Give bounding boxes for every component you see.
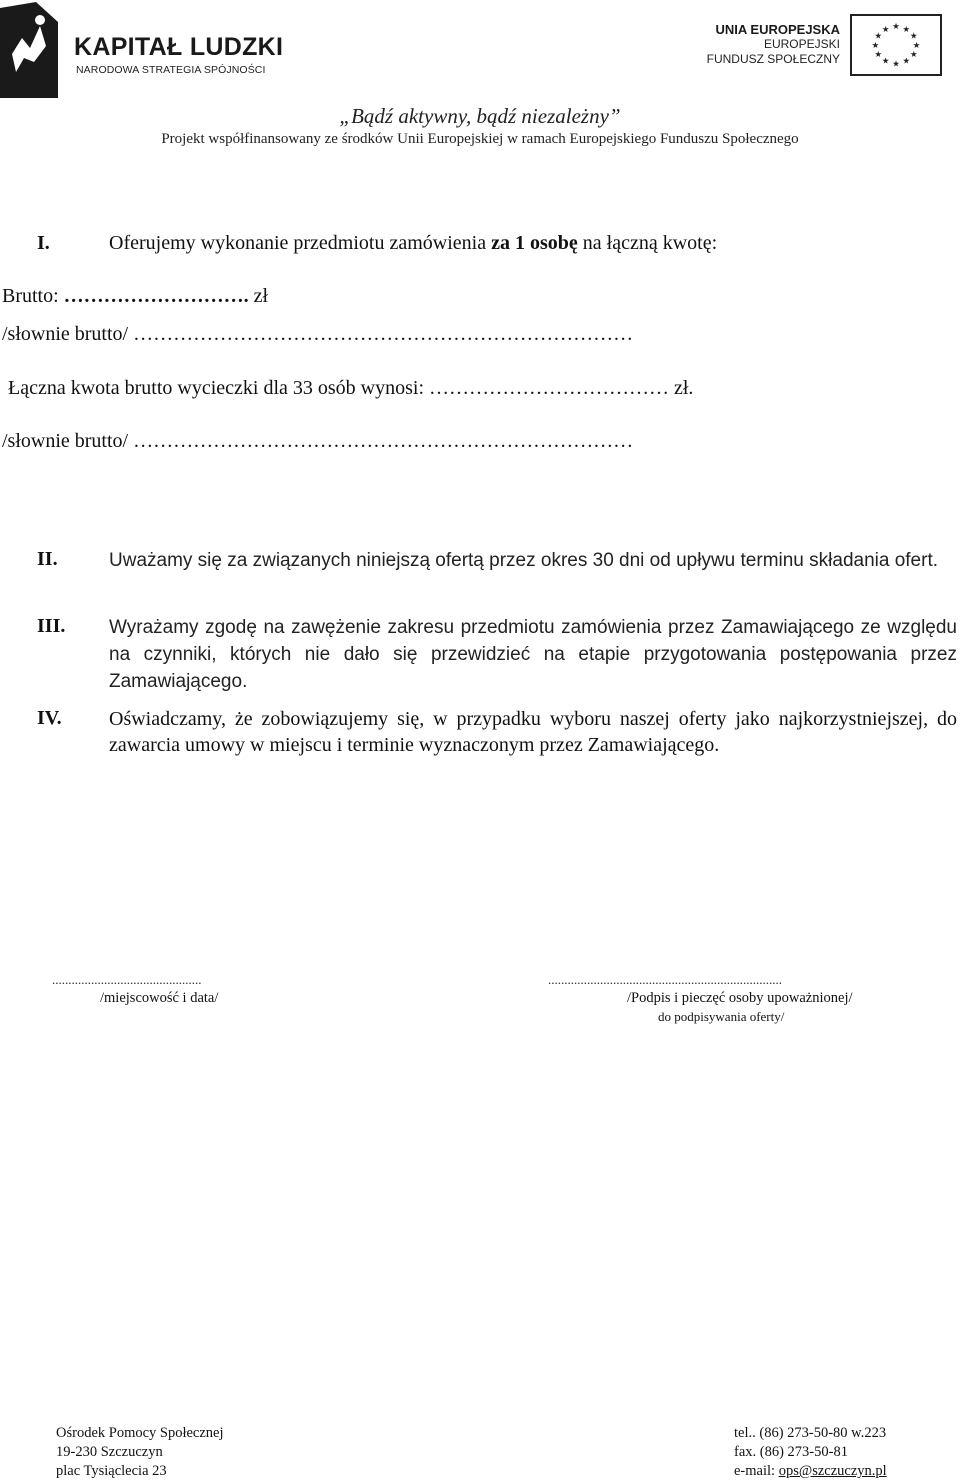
- place-date-label: /miejscowość i data/: [100, 990, 219, 1006]
- total-label: Łączna kwota brutto wycieczki dla 33 osób wynosi:: [8, 377, 424, 399]
- kapital-ludzki-title: KAPITAŁ LUDZKI: [74, 33, 284, 61]
- footer-tel: tel.. (86) 273-50-80 w.223: [734, 1425, 887, 1441]
- signature-field[interactable]: ........................................................................: [548, 972, 782, 987]
- slownie-label: /słownie brutto/: [2, 323, 129, 345]
- svg-text:★: ★: [910, 30, 918, 41]
- footer-email-line: [734, 1462, 887, 1481]
- slownie-field-2[interactable]: …………………………………………………………………: [133, 430, 634, 452]
- total-line: [8, 377, 693, 400]
- slownie-line: [2, 323, 633, 346]
- kapital-ludzki-emblem-icon: [0, 2, 58, 98]
- section-1-text-end: na łączną kwotę:: [577, 232, 718, 254]
- svg-text:★: ★: [912, 39, 921, 50]
- svg-text:★: ★: [874, 49, 882, 60]
- section-4-number: IV.: [37, 707, 62, 729]
- eu-line-1: UNIA EUROPEJSKA: [715, 22, 840, 37]
- svg-text:★: ★: [892, 21, 900, 32]
- footer-fax: fax. (86) 273-50-81: [734, 1444, 848, 1460]
- brutto-line: [2, 285, 268, 308]
- footer-contact: [734, 1424, 887, 1481]
- section-3-text: Wyrażamy zgodę na zawężenie zakresu przedmiotu zamówienia przez Zamawiającego ze względu na czynniki, których nie dało się przewidzieć na etapie przygotowania postępowania przez Zamawiającego.: [109, 617, 957, 692]
- section-4-text: Oświadczamy, że zobowiązujemy się, w przypadku wyboru naszej oferty jako najkorzystniejszej, do zawarcia umowy w miejscu i terminie wyznaczonym przez Zamawiającego.: [109, 708, 957, 756]
- brutto-label: Brutto:: [2, 285, 59, 307]
- slownie-label-2: /słownie brutto/: [2, 430, 129, 452]
- slownie-field[interactable]: …………………………………………………………………: [133, 323, 634, 345]
- svg-text:★: ★: [902, 55, 911, 66]
- svg-text:★: ★: [881, 23, 890, 34]
- section-2-text: Uważamy się za związanych niniejszą ofertą przez okres 30 dni od upływu terminu składania ofert.: [109, 550, 939, 571]
- svg-text:★: ★: [892, 58, 900, 69]
- section-2-number: II.: [37, 548, 58, 570]
- motto: „Bądź aktywny, bądź niezależny”: [339, 104, 621, 128]
- section-1-text-start: Oferujemy wykonanie przedmiotu zamówienia: [109, 232, 492, 254]
- brutto-unit: zł: [253, 285, 269, 307]
- footer-email-label: e-mail:: [734, 1463, 776, 1479]
- footer-postal: 19-230 Szczuczyn: [56, 1444, 163, 1460]
- section-3-number: III.: [37, 615, 66, 637]
- svg-text:★: ★: [902, 23, 911, 34]
- eu-line-2: EUROPEJSKI: [763, 37, 840, 51]
- eu-text: [707, 22, 840, 67]
- section-1-text: [109, 232, 717, 255]
- total-unit: zł.: [674, 377, 694, 399]
- eu-logo: [640, 12, 950, 82]
- footer-address: [56, 1424, 224, 1481]
- footer-email-link[interactable]: ops@szczuczyn.pl: [778, 1463, 887, 1479]
- section-1-number: I.: [37, 232, 50, 254]
- svg-text:★: ★: [874, 30, 882, 41]
- eu-flag-icon: [850, 14, 942, 76]
- signature-label: /Podpis i pieczęć osoby upoważnionej/: [627, 990, 853, 1006]
- place-date-field[interactable]: ..............................................: [52, 972, 202, 987]
- kapital-ludzki-logo: [0, 0, 284, 100]
- svg-text:★: ★: [910, 49, 918, 60]
- footer-street: plac Tysiąclecia 23: [56, 1463, 167, 1479]
- svg-text:★: ★: [871, 39, 880, 50]
- footer-org-name: Ośrodek Pomocy Społecznej: [56, 1425, 224, 1441]
- slownie-line-2: [2, 430, 633, 453]
- section-1-text-bold: za 1 osobę: [491, 232, 578, 254]
- svg-text:★: ★: [881, 55, 890, 66]
- eu-line-3: FUNDUSZ SPOŁECZNY: [706, 52, 840, 66]
- signature-label-2: do podpisywania oferty/: [658, 1009, 785, 1024]
- total-field[interactable]: ………………………………: [429, 377, 669, 399]
- kapital-ludzki-subtitle: NARODOWA STRATEGIA SPÓJNOŚCI: [76, 64, 266, 76]
- project-cofinancing-note: Projekt współfinansowany ze środków Unii Europejskiej w ramach Europejskiego Funduszu Społecznego: [161, 131, 799, 147]
- brutto-field[interactable]: ……………………….: [63, 285, 249, 307]
